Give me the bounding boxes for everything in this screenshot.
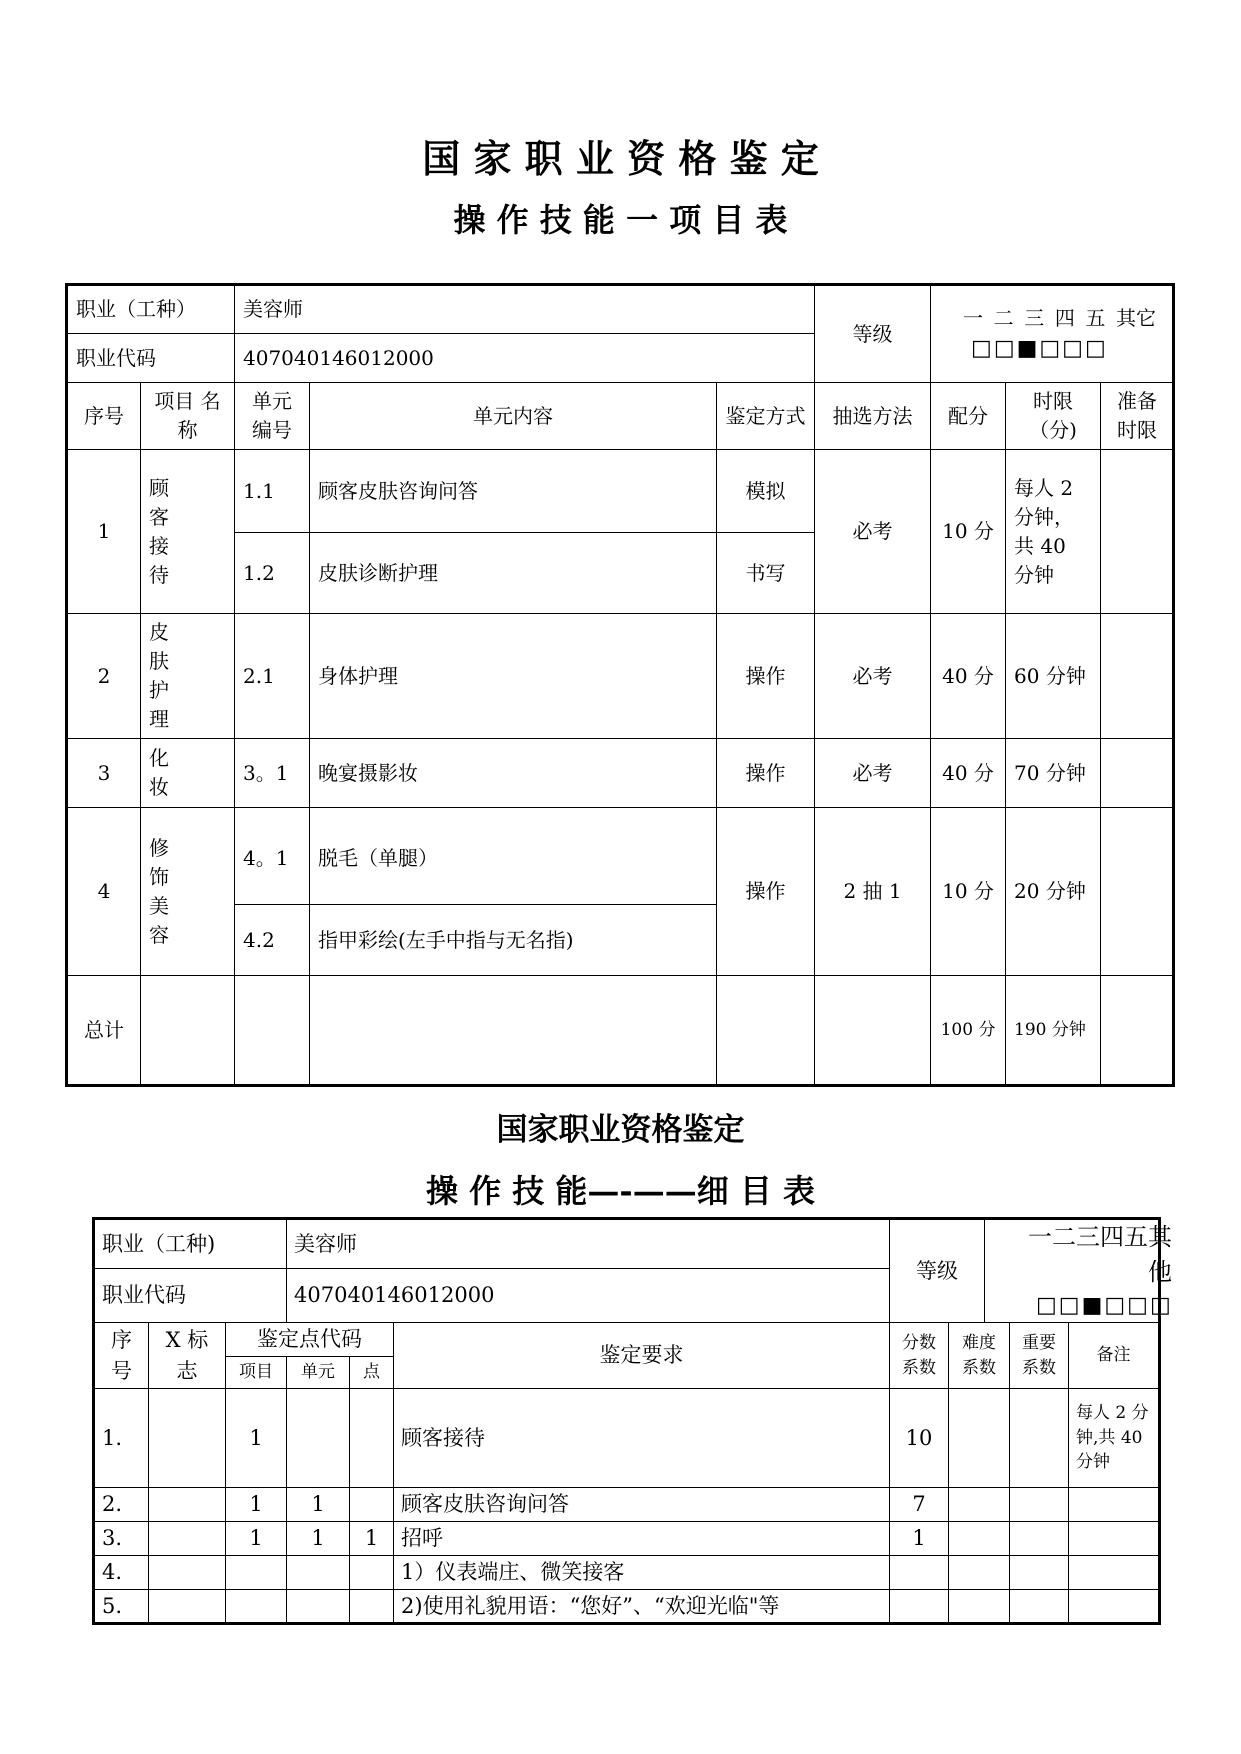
doc1-title: 国 家 职 业 资 格 鉴 定 bbox=[422, 136, 819, 181]
d-row1-seq: 1. bbox=[94, 1389, 149, 1488]
d-header-point: 点 bbox=[350, 1357, 394, 1389]
d-header-score-coef: 分数系数 bbox=[890, 1323, 949, 1389]
d-row3-requirement: 招呼 bbox=[394, 1522, 890, 1556]
row4-selection: 2 抽 1 bbox=[815, 808, 931, 976]
d-row1-unit bbox=[287, 1389, 350, 1488]
d-row4-remark bbox=[1069, 1556, 1160, 1590]
d-row2-x bbox=[149, 1488, 226, 1522]
grade-levels bbox=[939, 304, 1164, 333]
d-grade-checkboxes: □□■□□□ bbox=[1036, 1292, 1173, 1318]
d-header-requirement: 鉴定要求 bbox=[394, 1323, 890, 1389]
total-empty-4 bbox=[717, 976, 815, 1086]
d-row4-point bbox=[350, 1556, 394, 1590]
row3-selection: 必考 bbox=[815, 739, 931, 808]
grade-3: 三 bbox=[1024, 305, 1045, 330]
d-row5-seq: 5. bbox=[94, 1590, 149, 1624]
d-row3-project: 1 bbox=[226, 1522, 287, 1556]
row4-unit1: 4。1 bbox=[235, 808, 310, 905]
d-row1-difficulty bbox=[949, 1389, 1010, 1488]
header-score: 配分 bbox=[931, 383, 1006, 450]
row1-content1: 顾客皮肤咨询问答 bbox=[310, 450, 717, 533]
d-row5-remark bbox=[1069, 1590, 1160, 1624]
header-time-limit: 时限（分) bbox=[1006, 383, 1101, 450]
row1-score: 10 分 bbox=[931, 450, 1006, 614]
d-grade-options bbox=[985, 1220, 1173, 1321]
d-row5-project bbox=[226, 1590, 287, 1624]
row3-unit: 3。1 bbox=[235, 739, 310, 808]
total-empty-3 bbox=[310, 976, 717, 1086]
row1-unit1: 1.1 bbox=[235, 450, 310, 533]
d-occupation-label: 职业（工种) bbox=[94, 1219, 287, 1269]
row1-method1: 模拟 bbox=[717, 450, 815, 533]
grade-label: 等级 bbox=[815, 285, 931, 383]
total-empty-2 bbox=[235, 976, 310, 1086]
d-row3-point: 1 bbox=[350, 1522, 394, 1556]
header-unit-content: 单元内容 bbox=[310, 383, 717, 450]
row4-prep bbox=[1101, 808, 1174, 976]
row3-name: 化 妆 bbox=[141, 739, 235, 808]
d-grade-5: 五 bbox=[1124, 1223, 1149, 1252]
d-grade-1: 一 bbox=[1028, 1223, 1053, 1252]
d-code-label: 职业代码 bbox=[94, 1269, 287, 1323]
d-row1-project: 1 bbox=[226, 1389, 287, 1488]
detail-table bbox=[92, 1217, 1173, 1625]
row2-name: 皮 肤 护 理 bbox=[141, 614, 235, 739]
d-row4-x bbox=[149, 1556, 226, 1590]
d-header-x-mark: X 标志 bbox=[149, 1323, 226, 1389]
d-row1-requirement: 顾客接待 bbox=[394, 1389, 890, 1488]
grade-4: 四 bbox=[1054, 305, 1075, 330]
d-row2-score: 7 bbox=[890, 1488, 949, 1522]
d-row5-unit bbox=[287, 1590, 350, 1624]
row1-seq: 1 bbox=[67, 450, 141, 614]
d-header-unit: 单元 bbox=[287, 1357, 350, 1389]
total-empty-6 bbox=[1101, 976, 1174, 1086]
d-grade-other: 其他 bbox=[1148, 1223, 1173, 1287]
d-row4-seq: 4. bbox=[94, 1556, 149, 1590]
row2-unit: 2.1 bbox=[235, 614, 310, 739]
total-row bbox=[67, 976, 1174, 1086]
d-header-remark: 备注 bbox=[1069, 1323, 1160, 1389]
d-row4-difficulty bbox=[949, 1556, 1010, 1590]
d-code-value: 407040146012000 bbox=[287, 1269, 890, 1323]
d-row2-requirement: 顾客皮肤咨询问答 bbox=[394, 1488, 890, 1522]
d-row5-x bbox=[149, 1590, 226, 1624]
d-row2-remark bbox=[1069, 1488, 1160, 1522]
row3-content: 晚宴摄影妆 bbox=[310, 739, 717, 808]
table-row bbox=[94, 1556, 1160, 1590]
row4-seq: 4 bbox=[67, 808, 141, 976]
d-row3-difficulty bbox=[949, 1522, 1010, 1556]
d-row1-point bbox=[350, 1389, 394, 1488]
row3-time: 70 分钟 bbox=[1006, 739, 1101, 808]
row3-score: 40 分 bbox=[931, 739, 1006, 808]
d-grade-selector bbox=[890, 1219, 1173, 1323]
grade-checkboxes: □□■□□□ bbox=[971, 335, 1108, 361]
grade-1: 一 bbox=[963, 305, 984, 330]
d-occupation-value: 美容师 bbox=[287, 1219, 890, 1269]
row2-content: 身体护理 bbox=[310, 614, 717, 739]
d-header-importance-coef: 重要系数 bbox=[1010, 1323, 1069, 1389]
row3-seq: 3 bbox=[67, 739, 141, 808]
d-header-difficulty-coef: 难度系数 bbox=[949, 1323, 1010, 1389]
project-table bbox=[65, 283, 1175, 1087]
row1-content2: 皮肤诊断护理 bbox=[310, 533, 717, 614]
d-grade-2: 二 bbox=[1052, 1223, 1077, 1252]
occupation-label: 职业（工种） bbox=[67, 285, 235, 334]
row4-content2: 指甲彩绘(左手中指与无名指) bbox=[310, 905, 717, 976]
table-row bbox=[67, 450, 1174, 533]
row2-score: 40 分 bbox=[931, 614, 1006, 739]
grade-5: 五 bbox=[1085, 305, 1106, 330]
d-row1-score: 10 bbox=[890, 1389, 949, 1488]
code-label: 职业代码 bbox=[67, 334, 235, 383]
d-row3-score: 1 bbox=[890, 1522, 949, 1556]
d-row3-remark bbox=[1069, 1522, 1160, 1556]
row2-time: 60 分钟 bbox=[1006, 614, 1101, 739]
code-value: 407040146012000 bbox=[235, 334, 815, 383]
d-row4-score bbox=[890, 1556, 949, 1590]
total-label: 总计 bbox=[67, 976, 141, 1086]
total-score: 100 分 bbox=[931, 976, 1006, 1086]
d-row1-remark: 每人 2 分钟,共 40 分钟 bbox=[1069, 1389, 1160, 1488]
doc1-subtitle: 操 作 技 能 一 项 目 表 bbox=[453, 201, 788, 239]
d-row3-importance bbox=[1010, 1522, 1069, 1556]
table-row bbox=[67, 808, 1174, 905]
header-project-name: 项目 名称 bbox=[141, 383, 235, 450]
total-empty-1 bbox=[141, 976, 235, 1086]
d-row5-requirement: 2)使用礼貌用语：“您好”、“欢迎光临"等 bbox=[394, 1590, 890, 1624]
d-row4-project bbox=[226, 1556, 287, 1590]
d-row5-importance bbox=[1010, 1590, 1069, 1624]
total-empty-5 bbox=[815, 976, 931, 1086]
doc2-title: 国家职业资格鉴定 bbox=[496, 1112, 745, 1148]
d-row4-requirement: 1）仪表端庄、微笑接客 bbox=[394, 1556, 890, 1590]
row3-prep bbox=[1101, 739, 1174, 808]
row2-method: 操作 bbox=[717, 614, 815, 739]
row1-unit2: 1.2 bbox=[235, 533, 310, 614]
row2-seq: 2 bbox=[67, 614, 141, 739]
row1-selection: 必考 bbox=[815, 450, 931, 614]
row1-method2: 书写 bbox=[717, 533, 815, 614]
table-row bbox=[67, 614, 1174, 739]
row1-time: 每人 2 分钟，共 40 分钟 bbox=[1006, 450, 1101, 614]
total-time: 190 分钟 bbox=[1006, 976, 1101, 1086]
d-row1-x bbox=[149, 1389, 226, 1488]
d-header-seq: 序号 bbox=[94, 1323, 149, 1389]
occupation-value: 美容师 bbox=[235, 285, 815, 334]
table-row bbox=[94, 1522, 1160, 1556]
row4-content1: 脱毛（单腿） bbox=[310, 808, 717, 905]
d-header-project: 项目 bbox=[226, 1357, 287, 1389]
header-method: 鉴定方式 bbox=[717, 383, 815, 450]
d-row5-point bbox=[350, 1590, 394, 1624]
d-header-point-code: 鉴定点代码 bbox=[226, 1323, 394, 1357]
doc2-subtitle: 操 作 技 能—-——细 目 表 bbox=[426, 1172, 815, 1210]
d-grade-label: 等级 bbox=[890, 1220, 985, 1321]
d-grade-4: 四 bbox=[1100, 1223, 1125, 1252]
row4-method: 操作 bbox=[717, 808, 815, 976]
table-row bbox=[94, 1389, 1160, 1488]
row1-prep bbox=[1101, 450, 1174, 614]
header-seq: 序号 bbox=[67, 383, 141, 450]
d-row2-point bbox=[350, 1488, 394, 1522]
d-row2-seq: 2. bbox=[94, 1488, 149, 1522]
d-row3-x bbox=[149, 1522, 226, 1556]
table-row bbox=[94, 1590, 1160, 1624]
row4-score: 10 分 bbox=[931, 808, 1006, 976]
row4-name: 修 饰 美 容 bbox=[141, 808, 235, 976]
header-selection: 抽选方法 bbox=[815, 383, 931, 450]
d-row2-unit: 1 bbox=[287, 1488, 350, 1522]
d-row5-score bbox=[890, 1590, 949, 1624]
row4-time: 20 分钟 bbox=[1006, 808, 1101, 976]
table-row bbox=[94, 1488, 1160, 1522]
row1-name: 顾 客 接 待 bbox=[141, 450, 235, 614]
d-row4-importance bbox=[1010, 1556, 1069, 1590]
d-row1-importance bbox=[1010, 1389, 1069, 1488]
d-grade-3: 三 bbox=[1076, 1223, 1101, 1252]
row4-unit2: 4.2 bbox=[235, 905, 310, 976]
d-row3-seq: 3. bbox=[94, 1522, 149, 1556]
row3-method: 操作 bbox=[717, 739, 815, 808]
grade-2: 二 bbox=[993, 305, 1014, 330]
d-row4-unit bbox=[287, 1556, 350, 1590]
d-row5-difficulty bbox=[949, 1590, 1010, 1624]
row2-selection: 必考 bbox=[815, 614, 931, 739]
row2-prep bbox=[1101, 614, 1174, 739]
header-prep-time: 准备时限 bbox=[1101, 383, 1174, 450]
grade-selector bbox=[931, 285, 1174, 383]
d-grade-inner bbox=[890, 1220, 1173, 1321]
table-row bbox=[67, 739, 1174, 808]
grade-other: 其它 bbox=[1116, 305, 1156, 330]
header-unit-no: 单元编号 bbox=[235, 383, 310, 450]
d-row3-unit: 1 bbox=[287, 1522, 350, 1556]
d-row2-difficulty bbox=[949, 1488, 1010, 1522]
d-row2-importance bbox=[1010, 1488, 1069, 1522]
d-grade-levels bbox=[992, 1220, 1173, 1290]
d-row2-project: 1 bbox=[226, 1488, 287, 1522]
